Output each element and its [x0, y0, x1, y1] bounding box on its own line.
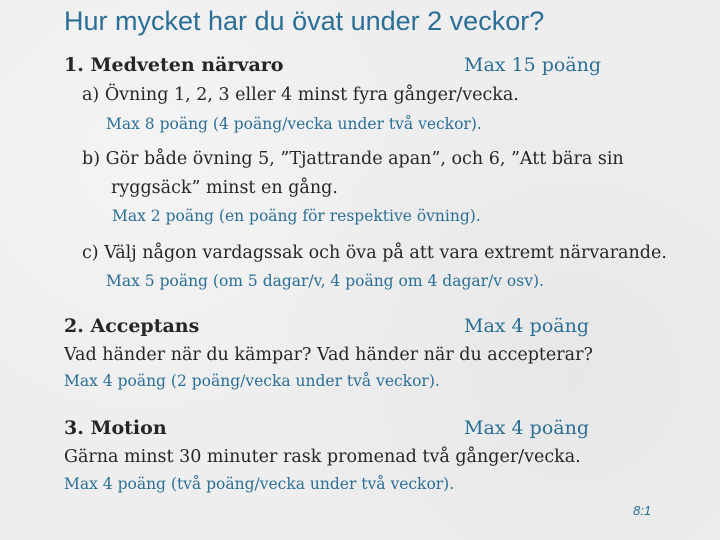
section-1-item-a-note: Max 8 poäng (4 poäng/vecka under två veckor). [106, 115, 482, 133]
section-1-item-b-note: Max 2 poäng (en poäng för respektive övning). [112, 207, 481, 225]
section-3-max: Max 4 poäng [464, 417, 589, 439]
section-1-item-b-text-line-2: ryggsäck” minst en gång. [111, 178, 338, 198]
section-2-heading: 2. Acceptans [64, 315, 200, 337]
section-2-max: Max 4 poäng [464, 315, 589, 337]
slide-title: Hur mycket har du övat under 2 veckor? [64, 6, 545, 36]
section-2-text: Vad händer när du kämpar? Vad händer när du accepterar? [64, 345, 593, 365]
section-1-item-b-text-line-1: b) Gör både övning 5, ”Tjattrande apan”, och 6, ”Att bära sin [82, 149, 624, 169]
section-1-heading: 1. Medveten närvaro [64, 54, 284, 76]
section-1-item-c-note: Max 5 poäng (om 5 dagar/v, 4 poäng om 4 dagar/v osv). [106, 272, 544, 290]
section-3-note: Max 4 poäng (två poäng/vecka under två veckor). [64, 475, 455, 493]
section-3-text: Gärna minst 30 minuter rask promenad två gånger/vecka. [64, 447, 581, 467]
slide-number: 8:1 [633, 503, 652, 518]
section-3-heading: 3. Motion [64, 417, 167, 439]
section-1-max: Max 15 poäng [464, 54, 602, 76]
section-2-note: Max 4 poäng (2 poäng/vecka under två veckor). [64, 372, 440, 390]
section-1-item-c-text: c) Välj någon vardagssak och öva på att vara extremt närvarande. [82, 243, 667, 263]
section-1-item-a-text: a) Övning 1, 2, 3 eller 4 minst fyra gånger/vecka. [82, 85, 519, 105]
